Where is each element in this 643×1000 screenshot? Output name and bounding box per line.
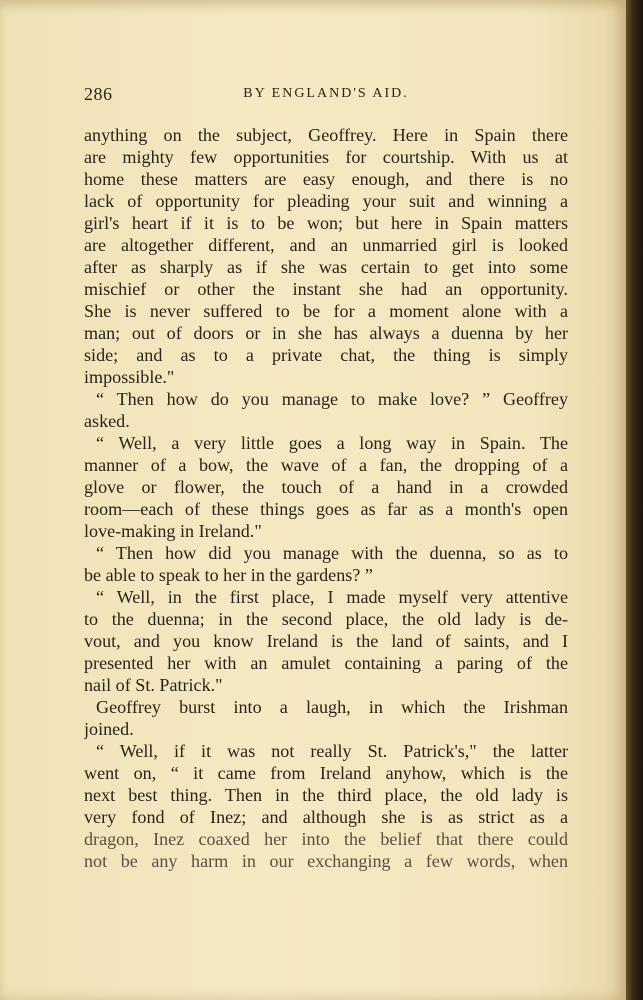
text-line: anything on the subject, Geoffrey. Here in Spain there (84, 125, 568, 145)
running-head: BY ENGLAND'S AID. (243, 86, 409, 101)
text-line: very fond of Inez; and although she is as strict as a (84, 807, 568, 827)
text-line: room—each of these things goes as far as a month's open (84, 499, 568, 519)
text-line: not be any harm in our exchanging a few words, when (84, 851, 568, 871)
text-line: asked. (84, 411, 130, 431)
book-spine-edge (626, 0, 643, 1000)
text-line: “ Well, a very little goes a long way in Spain. The (96, 433, 568, 453)
text-line: “ Then how did you manage with the duenna, so as to (96, 543, 568, 563)
text-line: joined. (84, 719, 134, 739)
text-line: dragon, Inez coaxed her into the belief that there could (84, 829, 568, 849)
page-header (84, 84, 568, 106)
text-line: vout, and you know Ireland is the land of saints, and I (84, 631, 568, 651)
text-line: are mighty few opportunities for courtship. With us at (84, 147, 568, 167)
text-line: after as sharply as if she was certain to get into some (84, 257, 568, 277)
page-number: 286 (84, 84, 113, 104)
text-line: Geoffrey burst into a laugh, in which the Irishman (96, 697, 568, 717)
text-line: girl's heart if it is to be won; but here in Spain matters (84, 213, 568, 233)
text-line: love-making in Ireland." (84, 521, 262, 541)
text-line: She is never suffered to be for a moment alone with a (84, 301, 568, 321)
text-line: next best thing. Then in the third place, the old lady is (84, 785, 568, 805)
text-line: nail of St. Patrick." (84, 675, 223, 695)
text-line: be able to speak to her in the gardens? ” (84, 565, 373, 585)
text-line: manner of a bow, the wave of a fan, the dropping of a (84, 455, 568, 475)
text-line: “ Well, in the first place, I made myself very attentive (96, 587, 568, 607)
text-line: to the duenna; in the second place, the old lady is de- (84, 609, 568, 629)
text-line: impossible." (84, 367, 175, 387)
text-line: mischief or other the instant she had an opportunity. (84, 279, 568, 299)
text-line: “ Well, if it was not really St. Patrick's," the latter (96, 741, 568, 761)
text-line: side; and as to a private chat, the thing is simply (84, 345, 568, 365)
text-line: are altogether different, and an unmarried girl is looked (84, 235, 568, 255)
text-line: home these matters are easy enough, and there is no (84, 169, 568, 189)
text-line: glove or flower, the touch of a hand in a crowded (84, 477, 568, 497)
text-line: went on, “ it came from Ireland anyhow, which is the (84, 763, 568, 783)
text-line: presented her with an amulet containing a paring of the (84, 653, 568, 673)
text-line: “ Then how do you manage to make love? ” Geoffrey (96, 389, 568, 409)
text-line: lack of opportunity for pleading your suit and winning a (84, 191, 568, 211)
body-text (84, 124, 568, 872)
text-line: man; out of doors or in she has always a duenna by her (84, 323, 568, 343)
